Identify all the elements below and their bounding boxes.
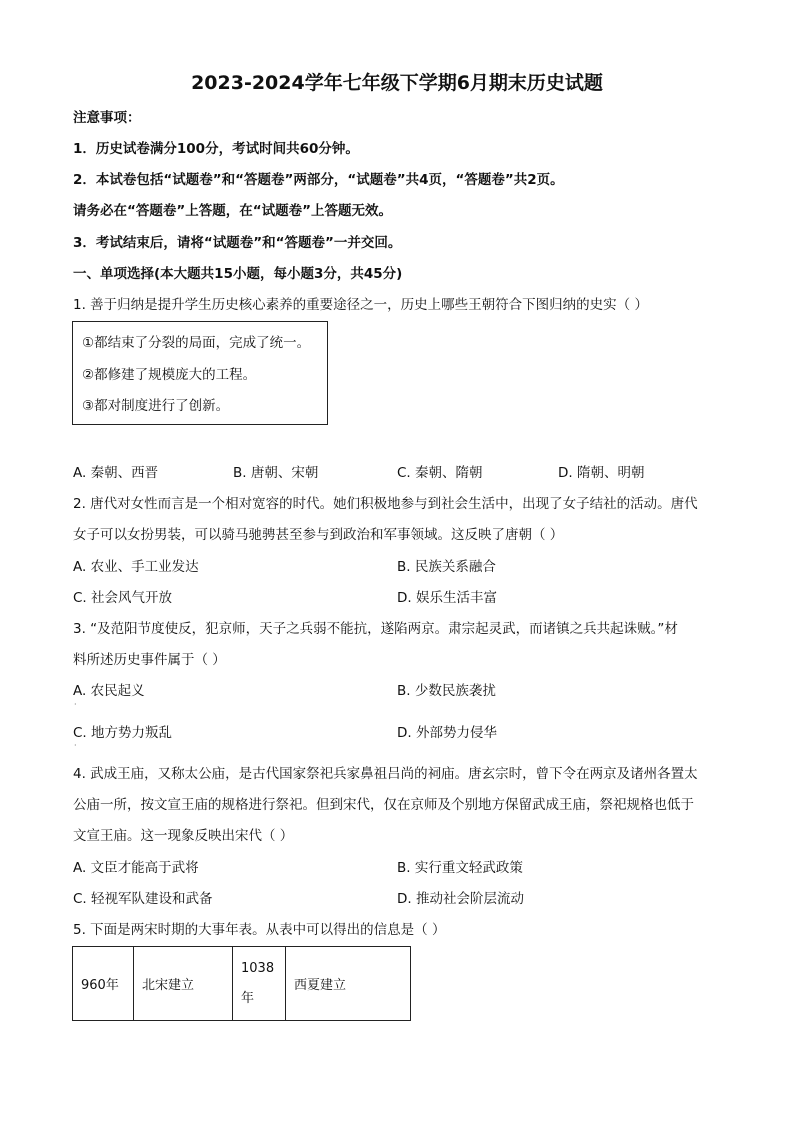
q3-stem: 3. “及范阳节度使反，犯京师，天子之兵弱不能抗，遂陷两京。肃宗起灵武，而诸镇之兵共起诛贼。”材 — [73, 621, 678, 637]
q4-option-a: A. 文臣才能高于武将 — [73, 860, 199, 876]
q4-stem-continued: 公庙一所，按文宣王庙的规格进行祭祀。但到宋代，仅在京师及个别地方保留武成王庙，祭祀规格也低于 — [73, 797, 694, 813]
section-heading: 一、单项选择(本大题共15小题，每小题3分，共45分) — [73, 266, 403, 282]
q5-stem: 5. 下面是两宋时期的大事年表。从表中可以得出的信息是（ ） — [73, 922, 446, 938]
q1-box-item: ②都修建了规模庞大的工程。 — [82, 367, 257, 383]
scan-mark: · — [74, 700, 77, 709]
q2-stem-continued: 女子可以女扮男装，可以骑马驰骋甚至参与到政治和军事领域。这反映了唐朝（ ） — [73, 527, 564, 543]
notes-heading: 注意事项： — [73, 110, 141, 126]
q2-option-a: A. 农业、手工业发达 — [73, 559, 199, 575]
q3-stem-continued: 料所述历史事件属于（ ） — [73, 652, 226, 668]
timeline-table — [72, 946, 411, 1021]
scan-mark: · — [74, 741, 77, 750]
q1-box-item: ③都对制度进行了创新。 — [82, 398, 230, 414]
q4-option-c: C. 轻视军队建设和武备 — [73, 891, 213, 907]
table-cell-event: 西夏建立 — [286, 947, 411, 1021]
note-2-continued: 请务必在“答题卷”上答题，在“试题卷”上答题无效。 — [73, 203, 392, 219]
q4-stem-continued: 文宣王庙。这一现象反映出宋代（ ） — [73, 828, 294, 844]
table-cell-year-number: 1038 — [241, 960, 275, 976]
note-2: 2．本试卷包括“试题卷”和“答题卷”两部分，“试题卷”共4页，“答题卷”共2页。 — [73, 172, 564, 188]
q3-option-d: D. 外部势力侵华 — [397, 725, 497, 741]
table-cell-year: 960年 — [73, 947, 134, 1021]
q1-stem: 1. 善于归纳是提升学生历史核心素养的重要途径之一，历史上哪些王朝符合下图归纳的史实（ ） — [73, 297, 648, 313]
q2-stem: 2. 唐代对女性而言是一个相对宽容的时代。她们积极地参与到社会生活中，出现了女子结社的活动。唐代 — [73, 496, 698, 512]
q2-option-c: C. 社会风气开放 — [73, 590, 173, 606]
q1-summary-box — [72, 321, 328, 425]
table-row — [73, 947, 411, 1021]
q2-option-b: B. 民族关系融合 — [397, 559, 496, 575]
table-cell-event: 北宋建立 — [134, 947, 233, 1021]
table-cell-year — [233, 947, 286, 1021]
note-1: 1．历史试卷满分100分，考试时间共60分钟。 — [73, 141, 359, 157]
q3-option-b: B. 少数民族袭扰 — [397, 683, 496, 699]
q4-option-d: D. 推动社会阶层流动 — [397, 891, 524, 907]
q1-option-a: A. 秦朝、西晋 — [73, 465, 159, 481]
q1-box-item: ①都结束了分裂的局面，完成了统一。 — [82, 335, 311, 351]
q4-stem: 4. 武成王庙，又称太公庙，是古代国家祭祀兵家鼻祖吕尚的祠庙。唐玄宗时，曾下令在两京及诸州各置太 — [73, 766, 698, 782]
q1-option-b: B. 唐朝、宋朝 — [233, 465, 319, 481]
q4-option-b: B. 实行重文轻武政策 — [397, 860, 523, 876]
q2-option-d: D. 娱乐生活丰富 — [397, 590, 497, 606]
table-cell-year-unit: 年 — [241, 990, 255, 1006]
note-3: 3．考试结束后，请将“试题卷”和“答题卷”一并交回。 — [73, 235, 402, 251]
q1-option-d: D. 隋朝、明朝 — [558, 465, 645, 481]
q3-option-c: C. 地方势力叛乱 — [73, 725, 173, 741]
q1-option-c: C. 秦朝、隋朝 — [397, 465, 483, 481]
exam-title: 2023-2024学年七年级下学期6月期末历史试题 — [191, 72, 603, 94]
q3-option-a: A. 农民起义 — [73, 683, 145, 699]
